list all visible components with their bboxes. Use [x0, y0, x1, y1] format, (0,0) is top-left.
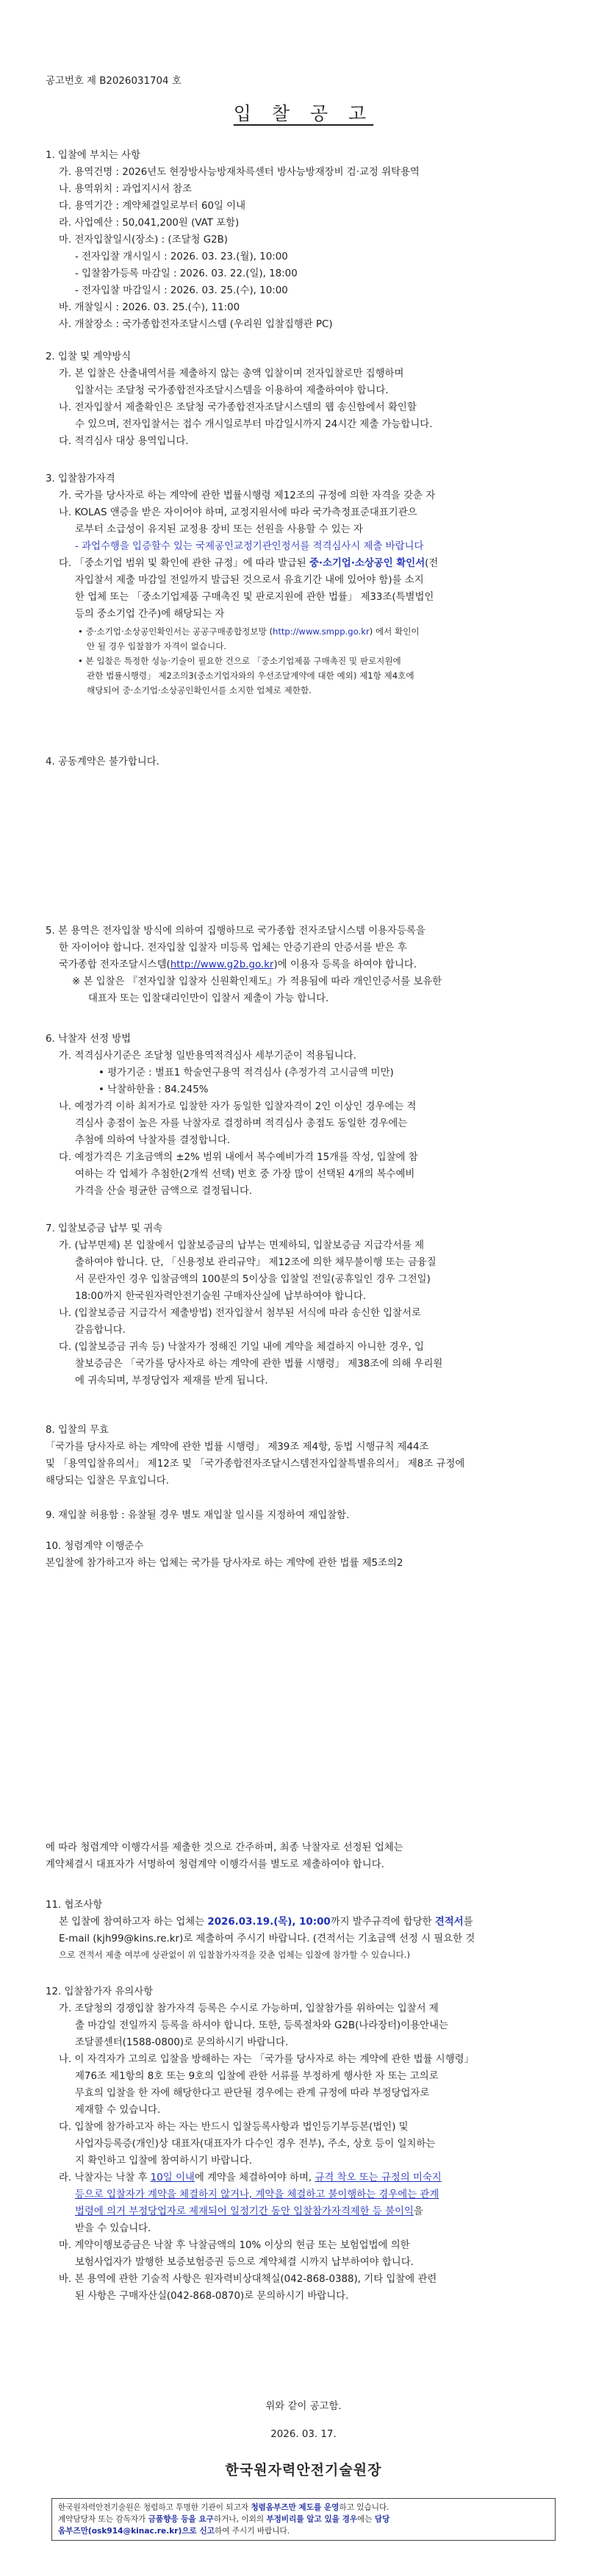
item-text: 바. 본 용역에 관한 기술적 사항은 원자력비상대책실(042-868-0388), 기타 입찰에 관련 — [59, 2274, 437, 2285]
item-text: 가격을 산술 평균한 금액으로 결정됩니다. — [75, 1186, 253, 1197]
text-fragment: 에 계약을 체결하여야 하며, — [194, 2172, 315, 2183]
item-text: 무효의 입찰을 한 자에 해당한다고 판단될 경우에는 관계 규정에 따라 부정당업자로 — [75, 2088, 430, 2099]
text-fragment-underlined: 규격 착오 또는 규정의 미숙지 — [315, 2172, 442, 2183]
item-text: 갈음합니다. — [75, 1325, 126, 1336]
text-fragment: 다. 「중소기업 범위 및 확인에 관한 규정」에 따라 발급된 — [59, 558, 309, 569]
text-fragment: 까지 발주규격에 합당한 — [330, 1917, 435, 1928]
text-fragment: 계약담당자 또는 감독자가 — [58, 2515, 148, 2524]
certificate-link[interactable]: 중·소기업·소상공인 확인서 — [309, 558, 425, 569]
section-7 — [46, 1220, 561, 1389]
note-text: • 본 입찰은 특정한 성능·기술이 필요한 건으로 「중소기업제품 구매촉진 및 판로지원에 — [78, 656, 401, 666]
notice-line — [58, 2525, 549, 2537]
section-heading: 5. 본 용역은 전자입찰 방식에 의하여 집행하므로 국가종합 전자조달시스템 이용자등록을 — [46, 926, 425, 937]
item-text: 입찰서는 조달청 국가종합전자조달시스템을 이용하여 제출하여야 합니다. — [75, 385, 389, 396]
item-text: 출 마감일 전일까지 등록을 하셔야 합니다. 또한, 등록절차와 G2B(나라장터)이용안내는 — [75, 2020, 448, 2031]
section-heading: 3. 입찰참가자격 — [46, 473, 115, 484]
item-text: 및 「용역입찰유의서」 제12조 및 「국가종합전자조달시스템전자입찰특별유의서」 제8조 규정에 — [46, 1459, 465, 1470]
section-heading: 11. 협조사항 — [46, 1900, 103, 1911]
item-text: 한 자이어야 합니다. 전자입찰 입찰자 미등록 업체는 안증기관의 안증서를 받은 후 — [59, 942, 407, 954]
item-text: 조달콜센터(1588-0800)로 문의하시기 바랍니다. — [75, 2037, 289, 2048]
item-text: 등의 중소기업 간주)에 해당되는 자 — [75, 609, 225, 620]
item-text: 추첨에 의하여 낙찰자를 결정합니다. — [75, 1135, 231, 1146]
item-text: 제재할 수 있습니다. — [75, 2105, 161, 2116]
section-10-continued — [46, 1839, 561, 1873]
section-10 — [46, 1538, 561, 1572]
section-heading: 1. 입찰에 부치는 사항 — [46, 150, 141, 161]
item-text: 나. (입찰보증금 지급각서 제출방법) 전자입찰서 첨부된 서식에 따라 송신한 입찰서로 — [59, 1308, 421, 1319]
section-4 — [46, 754, 561, 770]
item-text: 나. 이 자격자가 고의로 입찰을 방해하는 자는 「국가를 당사자로 하는 계약에 관한 법률 시행령」 — [59, 2054, 474, 2065]
text-fragment: 한국원자력안전기술원은 청렴하고 투명한 기관이 되고자 — [58, 2503, 251, 2512]
item-text: • 평가기준 : 별표1 학술연구용역 적격심사 (추정가격 고시금액 미만) — [98, 1067, 394, 1078]
section-12 — [46, 1983, 561, 2305]
item-text: 사업자등록증(개인)상 대표자(대표자가 다수인 경우 전부), 주소, 상호 등이 일치하는 — [75, 2139, 436, 2150]
item-text: 한 업체 또는 「중소기업제품 구매촉진 및 판로지원에 관한 법률」 제33조(특별법인 — [75, 592, 434, 603]
item-text: 수 있으며, 전자입찰서는 접수 개시일로부터 마감일시까지 24시간 제출 가능합니다. — [75, 419, 433, 430]
item-text: 사. 개찰장소 : 국가종합전자조달시스템 (우리원 입찰집행관 PC) — [59, 319, 333, 330]
item-text: - 전자입찰 마감일시 : 2026. 03. 25.(수), 10:00 — [75, 285, 288, 296]
section-11 — [46, 1897, 561, 1962]
section-heading: 10. 청렴계약 이행준수 — [46, 1541, 144, 1552]
item-text: 나. 예정가격 이하 최저가로 입찰한 자가 동일한 입찰자격이 2인 이상인 경우에는 적 — [59, 1101, 417, 1112]
text-fragment-emphasis: 부정비리를 알고 있을 경우 — [266, 2515, 358, 2524]
item-text — [46, 1914, 561, 1931]
item-text: 가. 국가를 당사자로 하는 계약에 관한 법률시행령 제12조의 규정에 의한 자격을 갖춘 자 — [59, 490, 436, 501]
text-fragment: 국가종합 전자조달시스템( — [59, 959, 170, 970]
item-text — [46, 2169, 561, 2186]
section-5 — [46, 923, 561, 1007]
item-text: 나. 용역위치 : 과업지시서 참조 — [59, 184, 193, 195]
item-text: 에 따라 청렴계약 이행각서를 제출한 것으로 간주하며, 최종 낙찰자로 선정된 업체는 — [46, 1842, 403, 1853]
smpp-link[interactable]: http://www.smpp.go.kr — [272, 626, 370, 637]
item-text: - 전자입찰 개시일시 : 2026. 03. 23.(월), 10:00 — [75, 251, 288, 262]
note-text: 대표자 또는 입찰대리인만이 입찰서 제출이 가능 합니다. — [88, 993, 329, 1004]
item-text-underlined: 등으로 입찰자가 계약을 체결하지 않거나, 계약을 체결하고 불이행하는 경우에는 관계 — [75, 2189, 439, 2200]
item-text: 격심사 총점이 높은 자를 낙찰자로 결정하며 적격심사 총점도 동일한 경우에는 — [75, 1118, 408, 1129]
item-text: 다. 입찰에 참가하고자 하는 자는 반드시 입찰등록사항과 법인등기부등본(법인) 및 — [59, 2122, 409, 2133]
item-text: 지 확인하고 입찰에 참여하시기 바랍니다. — [75, 2155, 253, 2167]
section-heading: 7. 입찰보증금 납부 및 귀속 — [46, 1223, 163, 1234]
item-text: 가. 조달청의 경쟁입찰 참가자격 등록은 수시로 가능하며, 입찰참가를 위하여는 입찰서 제 — [59, 2003, 439, 2014]
notice-date: 2026. 03. 17. — [270, 2429, 337, 2440]
section-2 — [46, 348, 561, 450]
ombudsman-email-link[interactable]: 옴부즈만(osk914@kinac.re.kr)으로 신고 — [58, 2527, 215, 2536]
item-text-highlight: - 과업수행을 입증할수 있는 국제공인교정기관인정서를 적격심사시 제출 바랍니다 — [75, 541, 424, 552]
section-8 — [46, 1422, 561, 1489]
item-text — [46, 555, 561, 572]
item-text: 로부터 소급성이 유지된 교정용 장비 또는 선원을 사용할 수 있는 자 — [75, 524, 363, 535]
text-fragment-underlined: 법령에 의거 부정당업자로 제재되어 일정기간 동안 입찰참가자격제한 등 불이익 — [75, 2206, 414, 2217]
section-3 — [46, 471, 561, 698]
item-text: 「국가를 당사자로 하는 계약에 관한 법률 시행령」 제39조 제4항, 동법 시행규칙 제44조 — [46, 1442, 429, 1453]
item-text: 마. 계약이행보증금은 낙찰 후 낙찰금액의 10% 이상의 현금 또는 보험업법에 의한 — [59, 2240, 410, 2251]
section-6 — [46, 1031, 561, 1200]
item-text: 자입찰서 제출 마감일 전일까지 발급된 것으로서 유효기간 내에 있어야 함)를 소지 — [75, 575, 424, 586]
g2b-link[interactable]: http://www.g2b.go.kr — [170, 959, 274, 970]
item-text: 마. 전자입찰일시(장소) : (조달청 G2B) — [59, 235, 228, 246]
item-text: 라. 사업예산 : 50,041,200원 (VAT 포함) — [59, 218, 240, 229]
item-text: 다. 용역기간 : 계약체결일로부터 60일 이내 — [59, 201, 246, 212]
text-fragment-emphasis: 담당 — [374, 2515, 390, 2524]
item-text: 가. 적격심사기준은 조달청 일반용역적격심사 세부기준이 적용됩니다. — [59, 1051, 356, 1062]
item-text: 찰보증금은 「국가를 당사자로 하는 계약에 관한 법률 시행령」 제38조에 의해 우리원 — [75, 1359, 443, 1370]
item-text: 으로 견적서 제출 여부에 상관없이 위 입찰참가자격을 갖춘 업체는 입찰에 참가할 수 있습니다.) — [59, 1950, 411, 1960]
notice-line — [58, 2502, 549, 2514]
item-text: 에 귀속되며, 부정당업자 제재를 받게 됩니다. — [75, 1375, 268, 1387]
text-fragment: 에는 — [357, 2515, 375, 2524]
item-text: 본입찰에 참가하고자 하는 업체는 국가를 당사자로 하는 계약에 관한 법률 제5조의2 — [46, 1558, 403, 1569]
section-1 — [46, 147, 561, 333]
item-text: 바. 개찰일시 : 2026. 03. 25.(수), 11:00 — [59, 302, 240, 313]
notice-number: 공고번호 제 B2026031704 호 — [46, 76, 182, 87]
item-text: 받을 수 있습니다. — [75, 2223, 151, 2234]
item-text: 보험사업자가 발행한 보증보험증권 등으로 계약체결 시까지 납부하여야 합니다. — [75, 2257, 414, 2268]
text-fragment: )에 이용자 등록을 하여야 합니다. — [273, 959, 417, 970]
item-text: 다. 적격심사 대상 용역입니다. — [59, 436, 189, 447]
item-text: 된 사항은 구매자산실(042-868-0870)로 문의하시기 바랍니다. — [75, 2291, 349, 2302]
item-text: 다. 예정가격은 기초금액의 ±2% 범위 내에서 복수예비가격 15개를 작성, 입찰에 참 — [59, 1152, 418, 1163]
document-title: 입 찰 공 고 — [233, 103, 374, 124]
note-text — [78, 624, 561, 639]
text-fragment-emphasis: 금품향응 등을 요구 — [148, 2515, 214, 2524]
item-text: 나. 전자입찰서 제출확인은 조달청 국가종합전자조달시스템의 웹 송신함에서 확인할 — [59, 402, 417, 413]
section-heading: 4. 공동계약은 불가합니다. — [46, 756, 159, 768]
item-text — [46, 956, 561, 973]
notice-line — [58, 2514, 549, 2525]
item-text: - 입찰참가등록 마감일 : 2026. 03. 22.(일), 18:00 — [75, 268, 298, 279]
text-fragment-emphasis: 청렴옴부즈만 제도를 운영 — [251, 2503, 340, 2512]
item-text: 서 문란자인 경우 입찰금액의 100분의 5이상을 입찰일 전일(공휴일인 경우 그전일) — [75, 1274, 431, 1285]
note-text: 해당되어 중·소기업·소상공인확인서를 소지한 업체로 제한함. — [87, 685, 312, 695]
issuing-agency: 한국원자력안전기술원장 — [225, 2462, 382, 2478]
text-fragment: (전 — [425, 558, 439, 569]
item-text: 여하는 각 업체가 추첨한(2개씩 선택) 번호 중 가장 많이 선택된 4개의 복수예비 — [75, 1169, 415, 1180]
section-heading: 9. 재입찰 허용함 : 유찰될 경우 별도 재입찰 일시를 지정하여 재입찰함. — [46, 1510, 350, 1521]
item-text: 18:00까지 한국원자력안전기술원 구매자산실에 납부하여야 합니다. — [75, 1291, 367, 1302]
item-text: 가. 본 입찰은 산출내역서를 제출하지 않는 총액 입찰이며 전자입찰로만 집행하며 — [59, 368, 404, 379]
text-fragment: 하고 있습니다. — [339, 2503, 389, 2512]
section-heading: 8. 입찰의 무효 — [46, 1425, 109, 1436]
item-text: 계약체결시 대표자가 서명하여 청렴계약 이행각서를 별도로 제출하여야 합니다. — [46, 1859, 384, 1870]
item-text — [46, 2203, 561, 2220]
item-text: 제76조 제1항의 8호 또는 9호의 입찰에 관한 서류를 부정하게 행사한 자 또는 고의로 — [75, 2071, 439, 2082]
item-text: 나. KOLAS 앤증을 받은 자이어야 하며, 교정지원서에 따라 국가측정표준대표기관으 — [59, 507, 417, 518]
text-fragment: 하여 주시기 바랍니다. — [214, 2527, 290, 2536]
section-heading: 12. 입찰참가자 유의사항 — [46, 1986, 154, 1997]
text-fragment: 하거나, 이외의 — [213, 2515, 267, 2524]
section-heading: 2. 입찰 및 계약방식 — [46, 351, 132, 362]
text-fragment: ) 에서 확인이 — [369, 626, 420, 637]
note-text: 안 될 경우 입찰참가 자격이 없습니다. — [87, 641, 227, 651]
section-heading: 6. 낙찰자 선정 방법 — [46, 1034, 132, 1045]
item-text: 해당되는 입찰은 무효입니다. — [46, 1475, 169, 1486]
text-fragment: 를 — [463, 1917, 473, 1928]
ombudsman-notice-box — [51, 2498, 556, 2541]
closing-statement: 위와 같이 공고함. — [265, 2401, 342, 2412]
text-fragment-underlined: 10일 이내 — [150, 2172, 195, 2183]
text-fragment: 라. 낙찰자는 낙찰 후 — [59, 2172, 151, 2183]
item-text: E-mail (kjh99@kins.re.kr)로 제출하여 주시기 바랍니다. (견적서는 기초금액 선정 시 필요한 것 — [59, 1933, 475, 1944]
quote-label: 견적서 — [434, 1917, 464, 1928]
item-text: 다. (입찰보증금 귀속 등) 낙찰자가 정해진 기일 내에 계약을 체결하지 아니한 경우, 입 — [59, 1342, 424, 1353]
text-fragment: 을 — [413, 2206, 423, 2217]
note-block — [46, 624, 561, 698]
note-text: 관한 법률시행령」 제2조의3(중소기업자와의 우선조달계약에 대한 예외) 제1항 제4호에 — [87, 670, 414, 681]
deadline-date: 2026.03.19.(목), 10:00 — [207, 1917, 331, 1928]
item-text: • 낙찰하한율 : 84.245% — [98, 1084, 209, 1095]
item-text: 가. 용역건명 : 2026년도 현장방사능방재차륵센터 방사능방재장비 검·교정 위탁용역 — [59, 167, 420, 178]
note-text: ※ 본 입찰은 『전자입찰 입찰자 신원확인제도』가 적용됨에 따라 개인인증서를 보유한 — [72, 976, 442, 987]
item-text: 가. (납부면제) 본 입찰에서 입찰보증금의 납부는 면제하되, 입찰보증금 지급각서를 제 — [59, 1240, 425, 1251]
section-9 — [46, 1507, 561, 1524]
text-fragment: • 중·소기업·소상공인확인서는 공공구매종합정보망 ( — [78, 626, 273, 637]
item-text: 출하여야 합니다. 단, 「신용정보 관리규약」 제12조에 의한 채무불이행 또는 금융질 — [75, 1257, 437, 1268]
text-fragment: 본 입찰에 참여하고자 하는 업체는 — [59, 1917, 208, 1928]
